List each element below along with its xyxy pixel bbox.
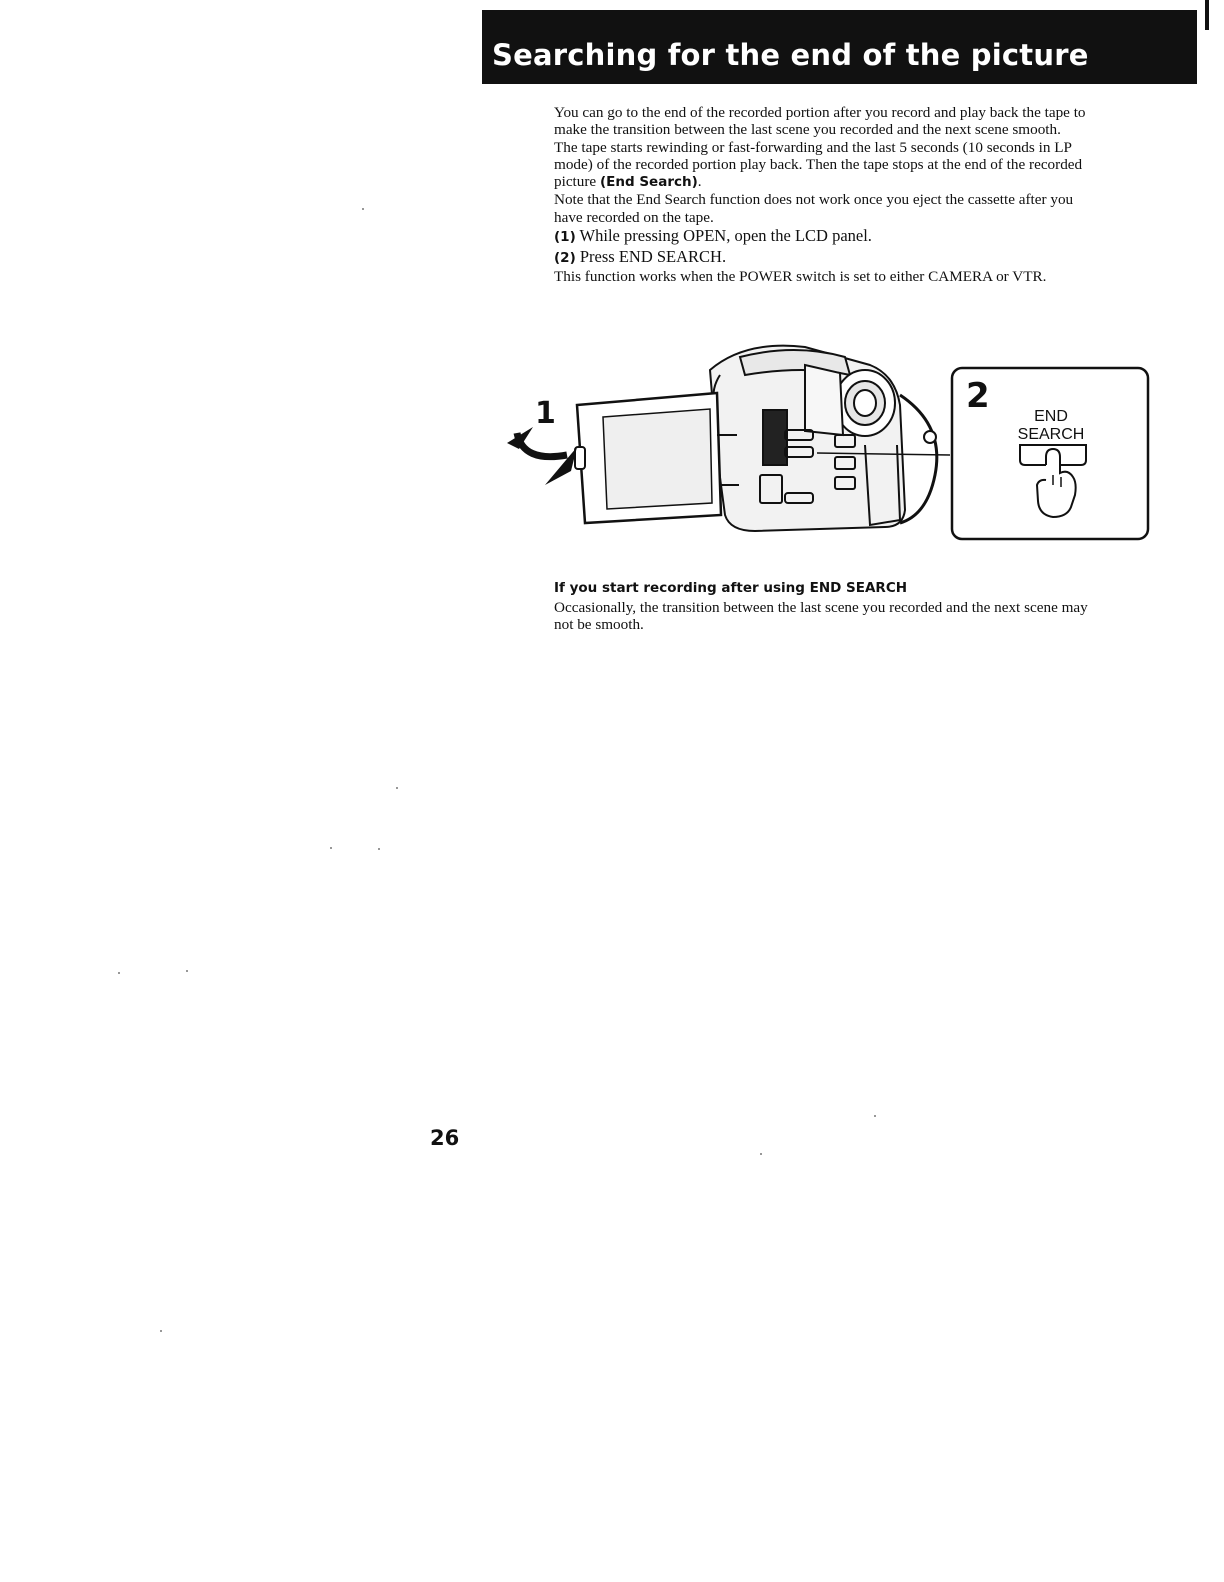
step-2-label: 2 <box>966 376 990 416</box>
power-switch-note: This function works when the POWER switch is set to either CAMERA or VTR. <box>554 268 1047 286</box>
scan-speck <box>160 1330 162 1332</box>
step-1-label: 1 <box>535 396 556 431</box>
scan-speck <box>760 1153 762 1155</box>
camcorder-drawing <box>505 335 1155 550</box>
end-search-button-label: SEARCH <box>1017 426 1085 443</box>
step-text: Press END SEARCH. <box>575 247 727 267</box>
step-number: (2) <box>554 250 576 267</box>
scan-edge-mark <box>1205 0 1209 30</box>
end-search-term: (End Search) <box>599 174 698 191</box>
intro-line: Note that the End Search function does not work once you eject the cassette after you <box>554 191 1074 209</box>
tip-heading: If you start recording after using END SEARCH <box>554 580 908 596</box>
tip-line: not be smooth. <box>554 616 644 634</box>
scan-speck <box>362 208 364 210</box>
scan-speck <box>874 1115 876 1117</box>
intro-line: The tape starts rewinding or fast-forwarding and the last 5 seconds (10 seconds in LP <box>554 138 1072 156</box>
step-2 <box>554 247 1174 268</box>
step-1 <box>554 226 1174 247</box>
intro-text-segment: picture <box>554 173 600 191</box>
intro-line: You can go to the end of the recorded portion after you record and play back the tape to <box>554 104 1086 121</box>
step-number: (1) <box>554 229 576 246</box>
scan-speck <box>118 972 120 974</box>
tip-line: Occasionally, the transition between the last scene you recorded and the next scene may <box>554 599 1088 616</box>
scan-speck <box>378 848 380 850</box>
intro-text <box>554 104 1174 285</box>
camcorder-illustration <box>505 335 1155 550</box>
intro-line: make the transition between the last scene you recorded and the next scene smooth. <box>554 121 1061 139</box>
scan-speck <box>186 970 188 972</box>
step-text: While pressing OPEN, open the LCD panel. <box>575 226 872 246</box>
page-number: 26 <box>430 1126 460 1150</box>
page-title: Searching for the end of the picture <box>492 38 1089 72</box>
intro-line <box>554 173 1174 191</box>
scan-speck <box>330 847 332 849</box>
intro-line: have recorded on the tape. <box>554 208 714 226</box>
intro-text-segment: . <box>697 173 702 191</box>
scan-speck <box>396 787 398 789</box>
title-bar <box>482 10 1197 84</box>
tip-section <box>554 580 1174 634</box>
intro-line: mode) of the recorded portion play back. Then the tape stops at the end of the recorded <box>554 155 1083 173</box>
end-search-button-label: END <box>1034 408 1068 425</box>
